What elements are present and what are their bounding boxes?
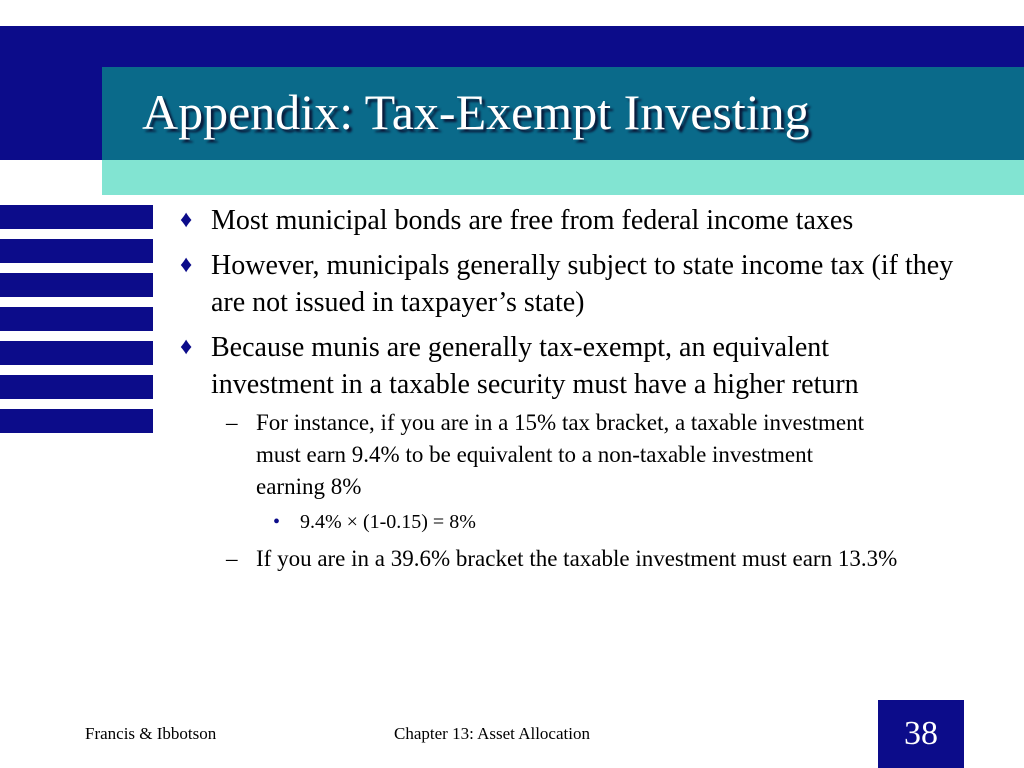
dash-bullet-icon: –	[226, 410, 238, 435]
decorative-stripe	[0, 205, 153, 229]
formula-item	[273, 507, 960, 537]
formula-text: 9.4% × (1-0.15) = 8%	[300, 511, 476, 533]
decorative-stripe	[0, 375, 153, 399]
bullet-text: Most municipal bonds are free from federal income taxes	[211, 205, 854, 236]
decorative-stripe	[0, 273, 153, 297]
slide-body	[180, 202, 960, 579]
bullet-text: Because munis are generally tax-exempt, an equivalent investment in a taxable security must have a higher return	[211, 332, 859, 400]
footer-chapter: Chapter 13: Asset Allocation	[394, 724, 590, 743]
decorative-stripe	[0, 307, 153, 331]
bullet-item	[180, 329, 891, 403]
slide-title: Appendix: Tax-Exempt Investing	[142, 84, 810, 140]
diamond-bullet-icon: ♦	[180, 207, 193, 233]
dot-bullet-icon: •	[273, 511, 281, 533]
diamond-bullet-icon: ♦	[180, 252, 193, 278]
decorative-stripe	[0, 409, 153, 433]
sub-bullet-item	[226, 407, 876, 503]
bullet-text: However, municipals generally subject to state income tax (if they are not issued in taxpayer’s state)	[211, 250, 954, 318]
decorative-stripe	[0, 239, 153, 263]
bullet-item	[180, 202, 960, 239]
bullet-item	[180, 247, 960, 321]
footer-authors: Francis & Ibbotson	[85, 724, 217, 743]
dash-bullet-icon: –	[226, 546, 238, 571]
page-number-box	[878, 700, 964, 768]
decorative-stripe	[0, 341, 153, 365]
sub-bullet-text: If you are in a 39.6% bracket the taxable investment must earn 13.3%	[256, 546, 898, 571]
teal-accent-bar	[102, 160, 1024, 195]
sub-bullet-item	[226, 543, 936, 575]
sub-bullet-text: For instance, if you are in a 15% tax bracket, a taxable investment must earn 9.4% to be equivalent to a non-taxable investment earning 8%	[256, 410, 865, 499]
diamond-bullet-icon: ♦	[180, 334, 193, 360]
page-number: 38	[904, 715, 938, 752]
